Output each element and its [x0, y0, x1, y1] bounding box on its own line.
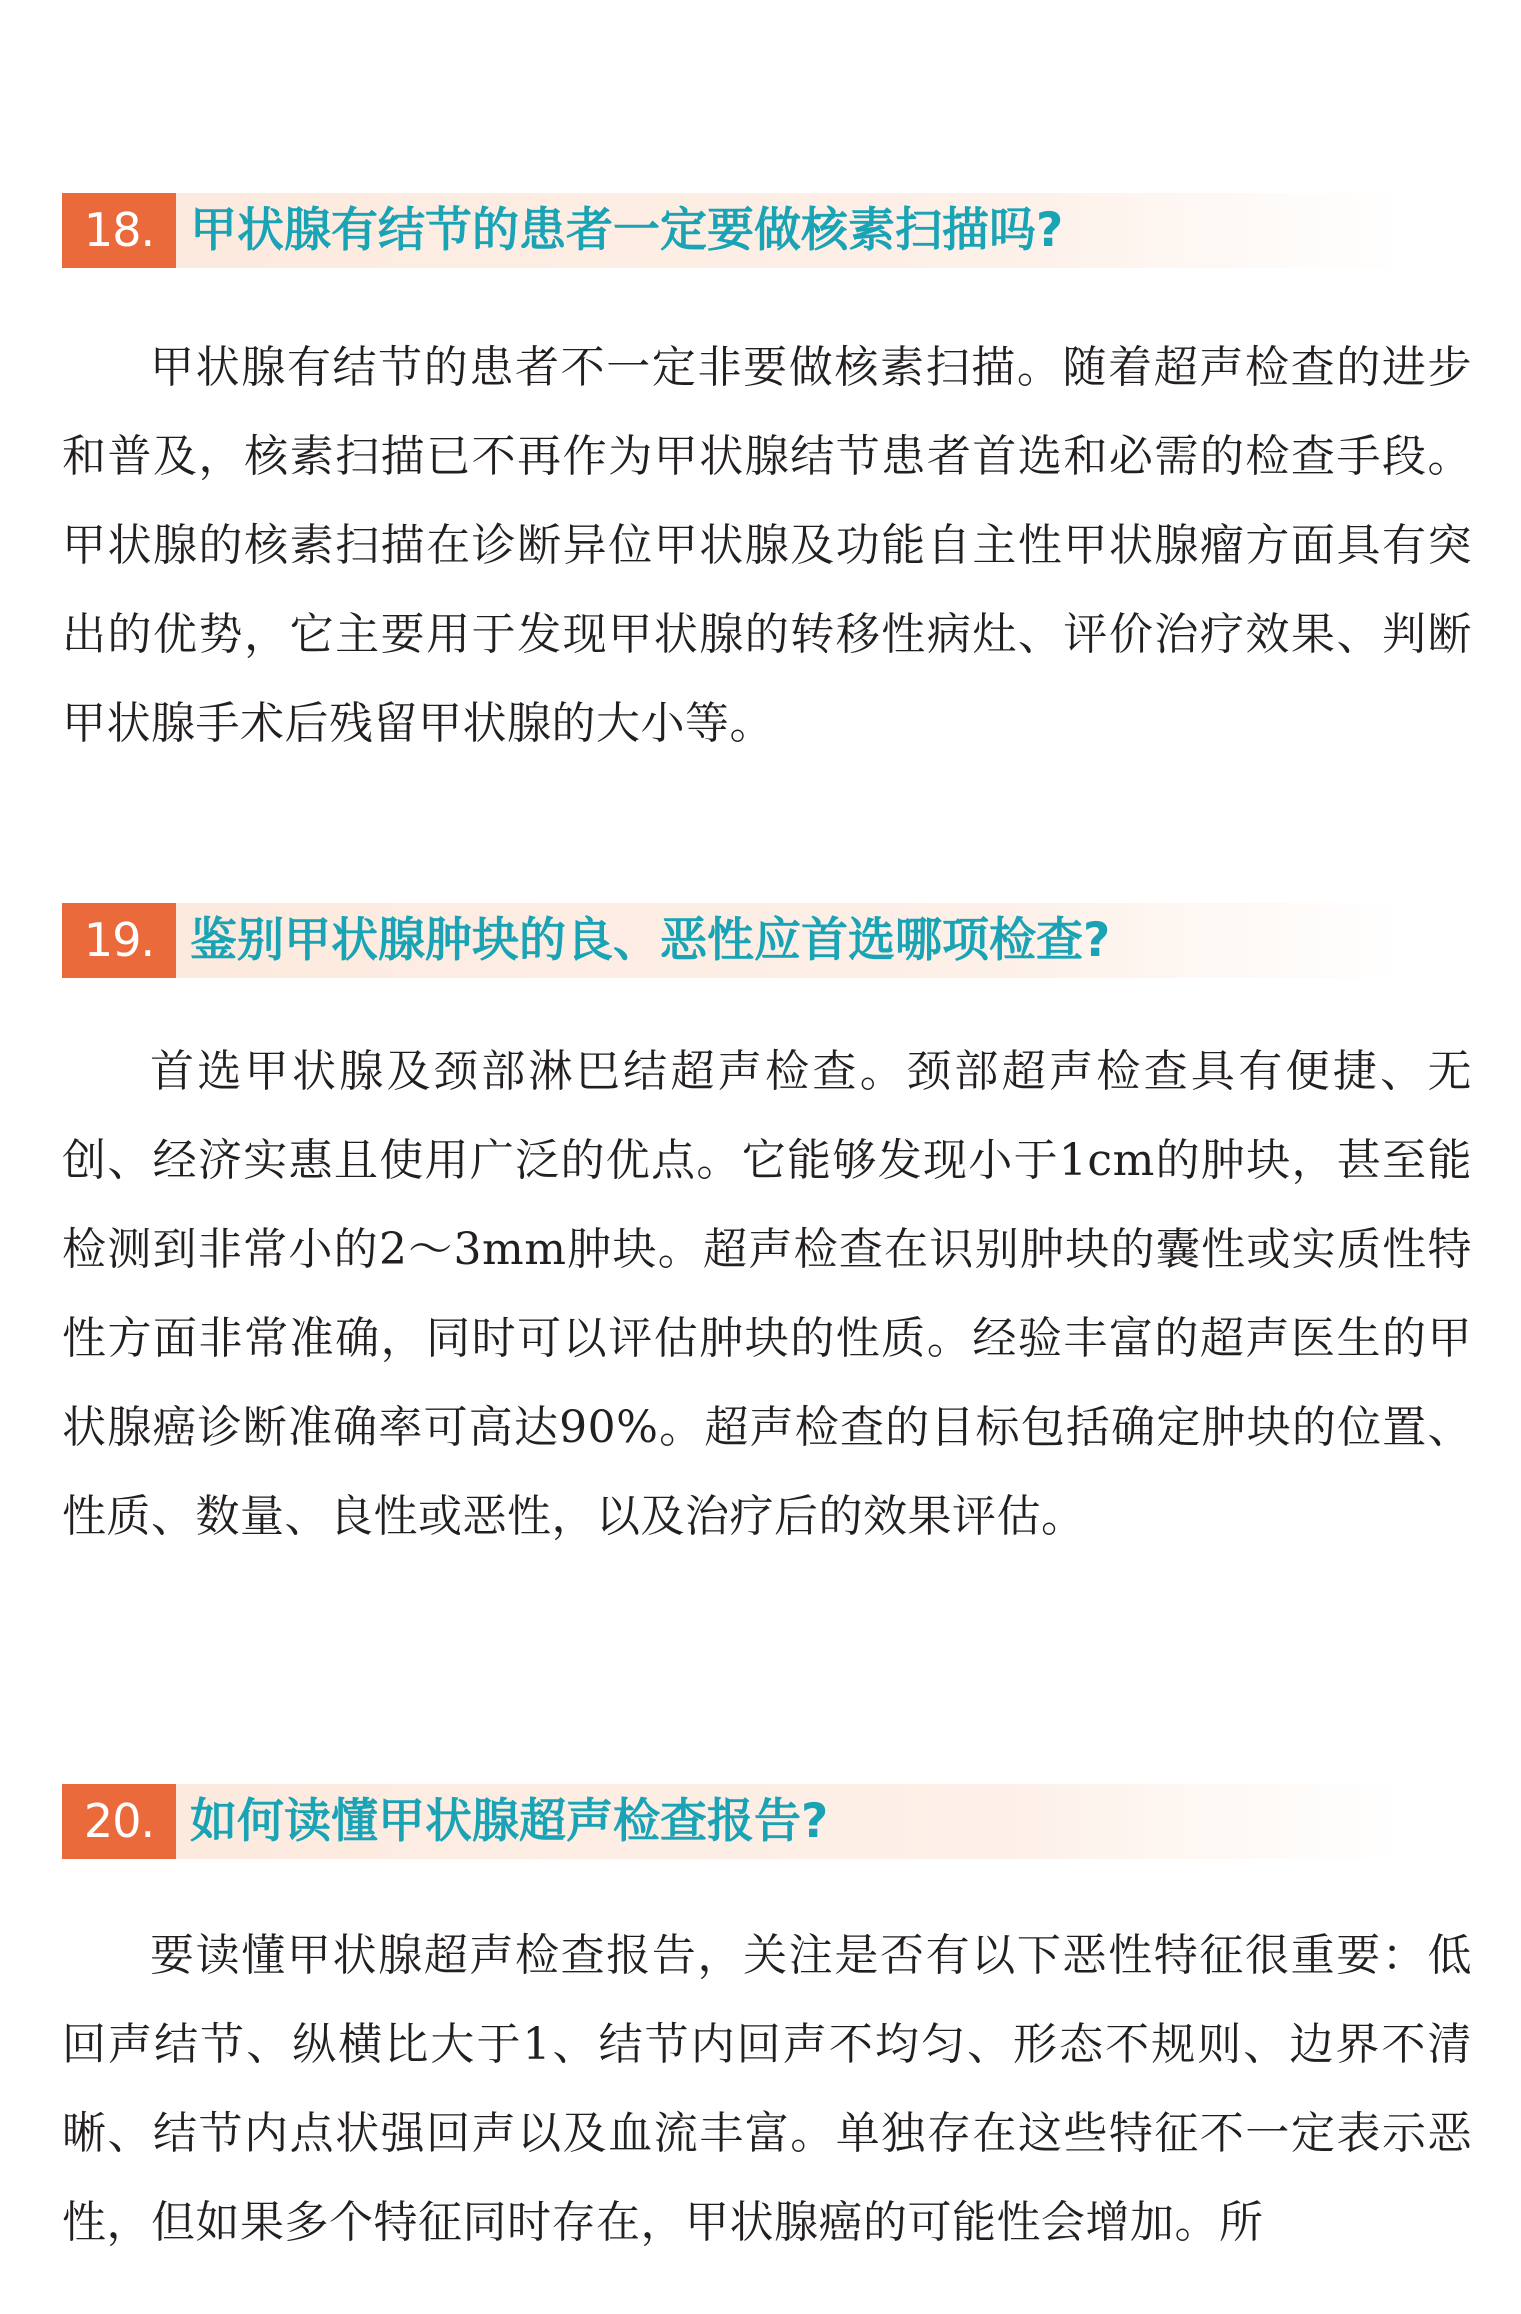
section-heading — [62, 1784, 1402, 1859]
section-title: 甲状腺有结节的患者一定要做核素扫描吗? — [190, 203, 1064, 258]
section-paragraph: 甲状腺有结节的患者不一定非要做核素扫描。随着超声检查的进步和普及，核素扫描已不再作为甲状腺结节患者首选和必需的检查手段。甲状腺的核素扫描在诊断异位甲状腺及功能自主性甲状腺瘤方面具有突出的优势，它主要用于发现甲状腺的转移性病灶、评价治疗效果、判断甲状腺手术后残留甲状腺的大小等。 — [62, 342, 1472, 749]
section-number: 19. — [62, 903, 176, 978]
section-title: 鉴别甲状腺肿块的良、恶性应首选哪项检查? — [190, 913, 1111, 968]
section-heading — [62, 903, 1402, 978]
section-number: 20. — [62, 1784, 176, 1859]
section-number: 18. — [62, 193, 176, 268]
section-paragraph: 首选甲状腺及颈部淋巴结超声检查。颈部超声检查具有便捷、无创、经济实惠且使用广泛的优点。它能够发现小于1cm的肿块，甚至能检测到非常小的2～3mm肿块。超声检查在识别肿块的囊性或实质性特性方面非常准确，同时可以评估肿块的性质。经验丰富的超声医生的甲状腺癌诊断准确率可高达90%。超声检查的目标包括确定肿块的位置、性质、数量、良性或恶性，以及治疗后的效果评估。 — [62, 1046, 1472, 1542]
section-title: 如何读懂甲状腺超声检查报告? — [190, 1794, 829, 1849]
section-paragraph: 要读懂甲状腺超声检查报告，关注是否有以下恶性特征很重要：低回声结节、纵横比大于1、结节内回声不均匀、形态不规则、边界不清晰、结节内点状强回声以及血流丰富。单独存在这些特征不一定表示恶性，但如果多个特征同时存在，甲状腺癌的可能性会增加。所 — [62, 1930, 1472, 2248]
section-19 — [62, 903, 1472, 1561]
section-18 — [62, 193, 1472, 768]
section-20 — [62, 1784, 1472, 2267]
section-heading — [62, 193, 1402, 268]
